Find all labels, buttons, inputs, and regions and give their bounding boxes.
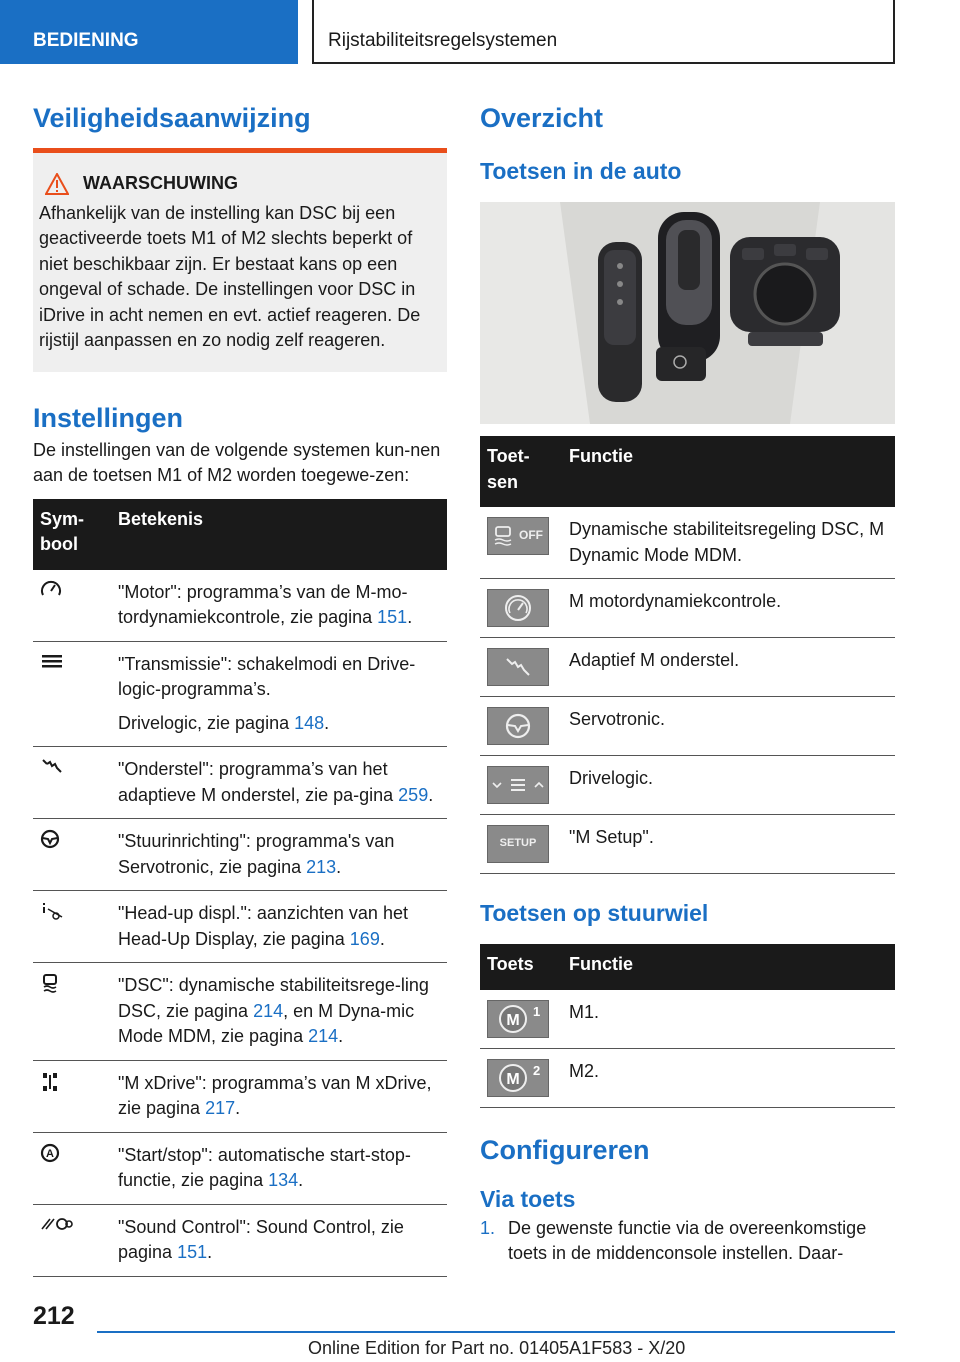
via-key-heading: Via toets (480, 1185, 576, 1212)
suspension-icon (40, 757, 64, 775)
chapter-label: Rijstabiliteitsregelsystemen (328, 30, 558, 51)
step-item (480, 1216, 895, 1267)
table-row (33, 641, 447, 747)
svg-text:M: M (506, 1070, 520, 1088)
page-number: 212 (33, 1302, 75, 1330)
table-cell: "Motor": programma’s van de M-mo-tordynamiekcontrole, zie pagina 151. (111, 570, 447, 642)
configure-heading: Configureren (480, 1134, 650, 1165)
car-keys-table (480, 436, 895, 874)
start-stop-icon (40, 1143, 60, 1163)
table-row (33, 963, 447, 1061)
step-number: 1. (480, 1217, 496, 1238)
page-link[interactable]: 151 (177, 1242, 208, 1262)
warning-box (33, 148, 447, 372)
table-cell: "Head-up displ.": aanzichten van het Head-Up Display, zie pagina 169. (111, 891, 447, 963)
section-label: BEDIENING (33, 30, 139, 51)
table-cell: "Start/stop": automatische start-stop-functie, zie pagina 134. (111, 1132, 447, 1204)
xdrive-icon (40, 1071, 60, 1093)
setup-button-icon: SETUP (487, 825, 549, 863)
drivelogic-button-icon (487, 766, 549, 804)
table-row (33, 570, 447, 642)
table-cell: "Stuurinrichting": programma's van Servotronic, zie pagina 213. (111, 819, 447, 891)
table-cell: Dynamische stabiliteitsregeling DSC, M Dynamic Mode MDM. (562, 507, 895, 579)
table-cell: "Sound Control": Sound Control, zie pagina 151. (111, 1204, 447, 1276)
right-column (480, 98, 895, 1267)
page-link[interactable]: 217 (205, 1098, 236, 1118)
page-link[interactable]: 213 (306, 856, 337, 877)
dsc-icon (40, 973, 60, 993)
key-col-header: Toets (480, 944, 562, 990)
function-col-header: Functie (562, 436, 895, 507)
svg-text:M: M (506, 1011, 520, 1029)
table-cell: "Transmissie": schakelmodi en Drive-logic-programma’s. Drivelogic, zie pagina 148. (111, 641, 447, 747)
table-cell: "M Setup". (562, 815, 895, 874)
table-row (33, 891, 447, 963)
symbol-col-header: Sym-bool (33, 499, 111, 570)
table-row (33, 747, 447, 819)
sound-control-icon (40, 1215, 74, 1233)
page-link[interactable]: 259 (398, 784, 429, 805)
warning-title (39, 171, 441, 197)
svg-text:2: 2 (533, 1062, 541, 1078)
table-cell: Adaptief M onderstel. (562, 638, 895, 697)
table-row (480, 815, 895, 874)
page-link[interactable]: 151 (377, 607, 408, 627)
settings-intro: De instellingen van de volgende systemen kun-nen aan de toetsen M1 of M2 worden toegewe-zen: (33, 439, 441, 485)
m2-button-icon (487, 1059, 549, 1097)
head-up-display-icon (40, 901, 66, 921)
table-row (480, 638, 895, 697)
symbol-table (33, 499, 447, 1277)
keys-col-header: Toet-sen (480, 436, 562, 507)
table-cell: "Onderstel": programma’s van het adaptieve M onderstel, zie pa-gina 259. (111, 747, 447, 819)
table-cell: Servotronic. (562, 697, 895, 756)
chapter-tab (312, 0, 895, 64)
table-row (480, 1048, 895, 1107)
table-row (33, 819, 447, 891)
table-row (480, 990, 895, 1049)
m1-button-icon (487, 1000, 549, 1038)
safety-heading: Veiligheidsaanwijzing (33, 103, 311, 133)
table-row (480, 756, 895, 815)
footer-divider (97, 1331, 895, 1333)
page-link[interactable]: 214 (253, 1000, 284, 1021)
table-row (480, 579, 895, 638)
wheel-keys-table (480, 944, 895, 1108)
dsc-off-button-icon: OFF (487, 517, 549, 555)
warning-label: WAARSCHUWING (83, 173, 238, 193)
section-tab (0, 0, 298, 64)
servotronic-button-icon (487, 707, 549, 745)
warning-text: Afhankelijk van de instelling kan DSC bij een geactiveerde toets M1 of M2 slechts beperkt of niet beschikbaar zijn. Er bestaat kans op een ongeval of schade. De instellingen voor DSC in iDrive in acht nemen en evt. actief reageren. De rijstijl aanpassen en zo nodig zelf reageren. (39, 202, 421, 350)
center-console-photo (480, 202, 895, 424)
wheel-keys-heading: Toetsen op stuurwiel (480, 900, 709, 926)
table-cell: "DSC": dynamische stabiliteitsrege-ling DSC, zie pagina 214, en M Dyna-mic Mode MDM, zie pagina 214. (111, 963, 447, 1061)
table-row (480, 697, 895, 756)
svg-text:1: 1 (533, 1003, 541, 1019)
meaning-col-header: Betekenis (111, 499, 447, 570)
table-cell: M1. (562, 990, 895, 1049)
engine-dynamics-button-icon (487, 589, 549, 627)
table-row (33, 1204, 447, 1276)
page-link[interactable]: 169 (349, 928, 380, 949)
edition-text: Online Edition for Part no. 01405A1F583 - X/20 (308, 1338, 686, 1358)
center-console-illustration (480, 202, 895, 424)
step-text: De gewenste functie via de overeenkomstige toets in de middenconsole instellen. Daar- (508, 1217, 867, 1263)
gauge-icon (40, 580, 62, 598)
car-keys-heading: Toetsen in de auto (480, 158, 682, 184)
page-link[interactable]: 214 (308, 1026, 339, 1046)
table-cell: Drivelogic. (562, 756, 895, 815)
steering-wheel-icon (40, 829, 60, 849)
suspension-button-icon (487, 648, 549, 686)
page-link[interactable]: 148 (294, 712, 325, 733)
function-col-header: Functie (562, 944, 895, 990)
svg-text:A: A (46, 1147, 54, 1160)
page-link[interactable]: 134 (268, 1170, 299, 1190)
left-column (33, 98, 447, 1277)
table-row (33, 1132, 447, 1204)
transmission-icon (40, 652, 64, 670)
warning-triangle-icon (45, 173, 69, 195)
settings-heading: Instellingen (33, 402, 184, 433)
overview-heading: Overzicht (480, 103, 604, 133)
table-row (480, 507, 895, 579)
table-cell: "M xDrive": programma’s van M xDrive, zie pagina 217. (111, 1060, 447, 1132)
table-row (33, 1060, 447, 1132)
table-cell: M2. (562, 1048, 895, 1107)
table-cell: M motordynamiekcontrole. (562, 579, 895, 638)
